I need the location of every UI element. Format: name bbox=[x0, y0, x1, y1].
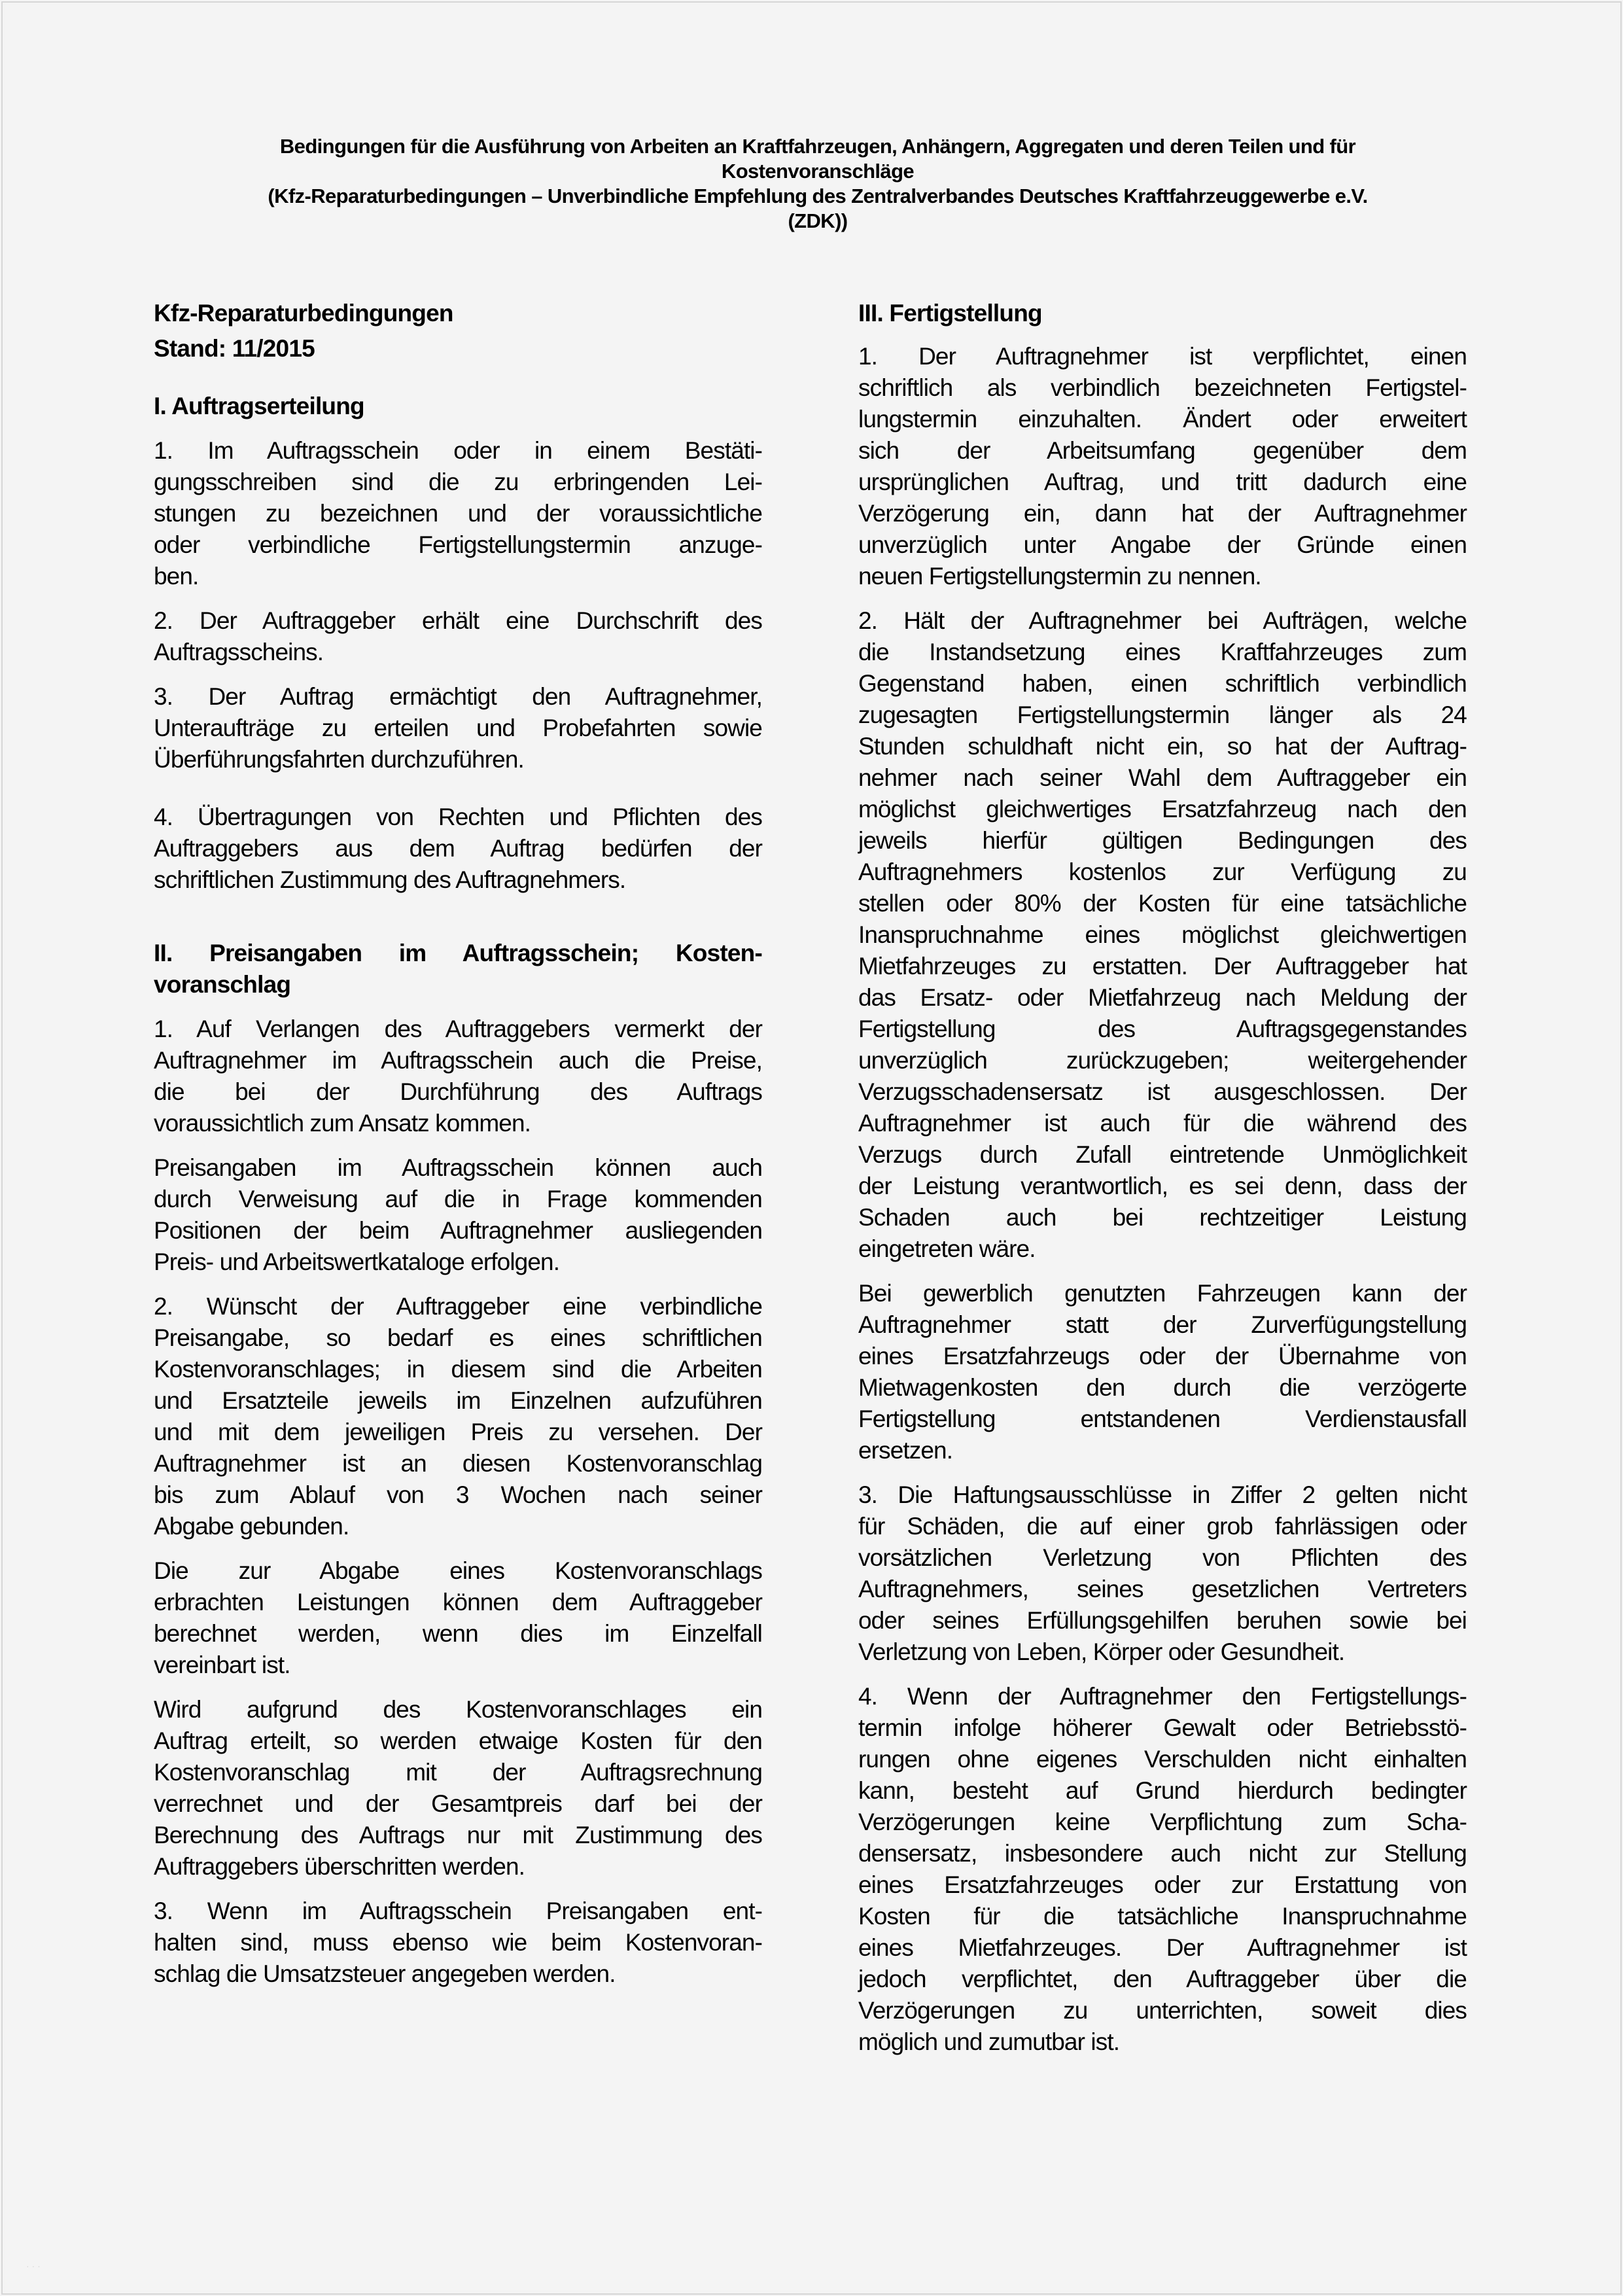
paragraph-line: rungen ohne eigenes Verschulden nicht einhalten bbox=[858, 1746, 1467, 1773]
paragraph-line: Preis- und Arbeitswertkataloge erfolgen. bbox=[154, 1248, 560, 1275]
paragraph-line: möglichst gleichwertiges Ersatzfahrzeug nach den bbox=[858, 796, 1467, 822]
paragraph-line: stungen zu bezeichnen und der voraussichtliche bbox=[154, 500, 762, 527]
paragraph-line: 1. Auf Verlangen des Auftraggebers vermerkt der bbox=[154, 1016, 762, 1042]
paragraph-line: Auftrag erteilt, so werden etwaige Kosten für den bbox=[154, 1727, 762, 1754]
paragraph-line: erbrachten Leistungen können dem Auftraggeber bbox=[154, 1589, 762, 1616]
paragraph-line: termin infolge höherer Gewalt oder Betriebsstö- bbox=[858, 1714, 1467, 1741]
paragraph-line: Überführungsfahrten durchzuführen. bbox=[154, 746, 524, 773]
paragraph-line: kann, besteht auf Grund hierdurch bedingter bbox=[858, 1777, 1467, 1804]
paragraph-line: durch Verweisung auf die in Frage kommenden bbox=[154, 1186, 762, 1212]
paragraph-line: 4. Wenn der Auftragnehmer den Fertigstellungs- bbox=[858, 1683, 1467, 1710]
paragraph-line: Mietfahrzeuges zu erstatten. Der Auftraggeber hat bbox=[858, 953, 1467, 980]
paragraph bbox=[154, 1152, 762, 1278]
paragraph-line: Abgabe gebunden. bbox=[154, 1513, 349, 1540]
paragraph-line: Die zur Abgabe eines Kostenvoranschlags bbox=[154, 1557, 762, 1584]
paragraph-line: schriftlichen Zustimmung des Auftragnehmers. bbox=[154, 866, 626, 893]
paragraph-line: halten sind, muss ebenso wie beim Kostenvoran- bbox=[154, 1929, 762, 1956]
paragraph-line: Kostenvoranschlag mit der Auftragsrechnung bbox=[154, 1759, 762, 1786]
paragraph-line: Schaden auch bei rechtzeitiger Leistung bbox=[858, 1204, 1467, 1231]
paragraph-line: möglich und zumutbar ist. bbox=[858, 2028, 1120, 2055]
paragraph bbox=[858, 1479, 1467, 1668]
paragraph-line: 2. Wünscht der Auftraggeber eine verbindliche bbox=[154, 1293, 762, 1320]
paragraph-line: Fertigstellung entstandenen Verdienstausfall bbox=[858, 1405, 1467, 1432]
paragraph bbox=[154, 435, 762, 592]
document-title bbox=[131, 134, 1505, 234]
paragraph-line: Berechnung des Auftrags nur mit Zustimmung des bbox=[154, 1822, 762, 1848]
paragraph-line: Gegenstand haben, einen schriftlich verbindlich bbox=[858, 670, 1467, 697]
paragraph-line: jedoch verpflichtet, den Auftraggeber über die bbox=[858, 1966, 1467, 1992]
paragraph-line: Preisangaben im Auftragsschein können auch bbox=[154, 1154, 762, 1181]
title-line: Bedingungen für die Ausführung von Arbeiten an Kraftfahrzeugen, Anhängern, Aggregaten und deren Teilen und für bbox=[279, 135, 1356, 158]
paragraph-line: densersatz, insbesondere auch nicht zur Stellung bbox=[858, 1840, 1467, 1867]
section-heading-line: voranschlag bbox=[154, 971, 291, 998]
paragraph-line: Kosten für die tatsächliche Inanspruchnahme bbox=[858, 1903, 1467, 1930]
paragraph-line: stellen oder 80% der Kosten für eine tatsächliche bbox=[858, 890, 1467, 917]
paragraph-line: eines Ersatzfahrzeuges oder zur Erstattung von bbox=[858, 1871, 1467, 1898]
paragraph-line: ersetzen. bbox=[858, 1437, 953, 1464]
paragraph bbox=[154, 1896, 762, 1990]
paragraph-line: Auftragnehmers, seines gesetzlichen Vertreters bbox=[858, 1576, 1467, 1602]
paragraph bbox=[154, 1291, 762, 1542]
paragraph bbox=[858, 341, 1467, 592]
title-line: (ZDK)) bbox=[788, 209, 848, 232]
paragraph-line: Auftragnehmer ist auch für die während des bbox=[858, 1110, 1467, 1137]
paragraph bbox=[858, 605, 1467, 1265]
paragraph-line: Wird aufgrund des Kostenvoranschlages ein bbox=[154, 1696, 762, 1723]
paragraph-line: lungstermin einzuhalten. Ändert oder erweitert bbox=[858, 406, 1467, 433]
paragraph-line: Bei gewerblich genutzten Fahrzeugen kann der bbox=[858, 1280, 1467, 1307]
doc-name: Kfz-Reparaturbedingungen bbox=[154, 300, 453, 327]
paragraph-line: die Instandsetzung eines Kraftfahrzeuges zum bbox=[858, 639, 1467, 665]
paragraph-line: Verzögerung ein, dann hat der Auftragnehmer bbox=[858, 500, 1467, 527]
paragraph bbox=[154, 1014, 762, 1139]
paragraph-line: Verzugsschadensersatz ist ausgeschlossen. Der bbox=[858, 1078, 1467, 1105]
paragraph-line: Kostenvoranschlages; in diesem sind die Arbeiten bbox=[154, 1356, 762, 1383]
doc-name-heading bbox=[154, 298, 762, 364]
paragraph-line: Auftragnehmer ist an diesen Kostenvoranschlag bbox=[154, 1450, 762, 1477]
paragraph-line: Stunden schuldhaft nicht ein, so hat der Auftrag- bbox=[858, 733, 1467, 760]
paragraph-line: die bei der Durchführung des Auftrags bbox=[154, 1078, 762, 1105]
paragraph-line: eines Mietfahrzeuges. Der Auftragnehmer ist bbox=[858, 1934, 1467, 1961]
paragraph-line: Inanspruchnahme eines möglichst gleichwertigen bbox=[858, 921, 1467, 948]
paragraph-line: Auftraggebers überschritten werden. bbox=[154, 1853, 525, 1880]
section-heading-line: I. Auftragserteilung bbox=[154, 393, 364, 419]
section-auftragserteilung bbox=[154, 391, 762, 896]
paragraph-line: bis zum Ablauf von 3 Wochen nach seiner bbox=[154, 1481, 762, 1508]
paragraph-line: Verzögerungen zu unterrichten, soweit dies bbox=[858, 1997, 1467, 2024]
title-line: Kostenvoranschläge bbox=[721, 160, 915, 183]
paragraph-line: Auftragnehmer statt der Zurverfügungstellung bbox=[858, 1311, 1467, 1338]
paragraph-line: Fertigstellung des Auftragsgegenstandes bbox=[858, 1016, 1467, 1042]
paragraph-line: und Ersatzteile jeweils im Einzelnen aufzuführen bbox=[154, 1387, 762, 1414]
paragraph-line: oder seines Erfüllungsgehilfen beruhen sowie bei bbox=[858, 1607, 1467, 1634]
paragraph-line: jeweils hierfür gültigen Bedingungen des bbox=[858, 827, 1467, 854]
paragraph-line: 2. Hält der Auftragnehmer bei Aufträgen, welche bbox=[858, 607, 1467, 634]
paragraph-line: berechnet werden, wenn dies im Einzelfall bbox=[154, 1620, 762, 1647]
section-heading-line: III. Fertigstellung bbox=[858, 300, 1042, 327]
paragraph-line: Mietwagenkosten den durch die verzögerte bbox=[858, 1374, 1467, 1401]
paragraph-line: für Schäden, die auf einer grob fahrlässigen oder bbox=[858, 1513, 1467, 1540]
paragraph bbox=[154, 605, 762, 668]
paragraph-line: schlag die Umsatzsteuer angegeben werden. bbox=[154, 1960, 616, 1987]
paragraph-line: ben. bbox=[154, 563, 199, 590]
watermark: · · · bbox=[26, 2261, 41, 2271]
paragraph-line: 4. Übertragungen von Rechten und Pflichten des bbox=[154, 804, 762, 830]
section-heading bbox=[154, 391, 762, 422]
section-heading-line: II. Preisangaben im Auftragsschein; Kosten- bbox=[154, 940, 762, 966]
paragraph-line: 1. Im Auftragsschein oder in einem Bestäti- bbox=[154, 437, 762, 464]
section-preisangaben bbox=[154, 938, 762, 1990]
paragraph-line: 3. Wenn im Auftragsschein Preisangaben ent- bbox=[154, 1898, 762, 1924]
paragraph-line: oder verbindliche Fertigstellungstermin anzuge- bbox=[154, 531, 762, 558]
paragraph bbox=[154, 1694, 762, 1882]
paragraph-line: Preisangabe, so bedarf es eines schriftlichen bbox=[154, 1324, 762, 1351]
paragraph-line: zugesagten Fertigstellungstermin länger als 24 bbox=[858, 701, 1467, 728]
paragraph-line: neuen Fertigstellungstermin zu nennen. bbox=[858, 563, 1261, 590]
paragraph-line: 1. Der Auftragnehmer ist verpflichtet, einen bbox=[858, 343, 1467, 370]
paragraph-line: voraussichtlich zum Ansatz kommen. bbox=[154, 1110, 531, 1137]
paragraph-line: sich der Arbeitsumfang gegenüber dem bbox=[858, 437, 1467, 464]
paragraph-line: vereinbart ist. bbox=[154, 1651, 290, 1678]
paragraph-line: das Ersatz- oder Mietfahrzeug nach Meldung der bbox=[858, 984, 1467, 1011]
title-line: (Kfz-Reparaturbedingungen – Unverbindliche Empfehlung des Zentralverbandes Deutsches Kraftfahrzeuggewerbe e.V. bbox=[268, 185, 1368, 207]
paragraph-line: Positionen der beim Auftragnehmer ausliegenden bbox=[154, 1217, 762, 1244]
paragraph-line: unverzüglich zurückzugeben; weitergehender bbox=[858, 1047, 1467, 1074]
paragraph bbox=[154, 1555, 762, 1681]
paragraph-line: nehmer nach seiner Wahl dem Auftraggeber ein bbox=[858, 764, 1467, 791]
paragraph bbox=[858, 1278, 1467, 1466]
left-column bbox=[154, 298, 762, 1990]
paragraph bbox=[154, 802, 762, 896]
paragraph-line: verrechnet und der Gesamtpreis darf bei der bbox=[154, 1790, 762, 1817]
paragraph bbox=[154, 681, 762, 775]
paragraph-line: der Leistung verantwortlich, es sei denn, dass der bbox=[858, 1173, 1467, 1199]
paragraph-line: schriftlich als verbindlich bezeichneten Fertigstel- bbox=[858, 374, 1467, 401]
right-column bbox=[858, 298, 1467, 2058]
paragraph-line: 3. Die Haftungsausschlüsse in Ziffer 2 gelten nicht bbox=[858, 1481, 1467, 1508]
paragraph-line: Auftragsscheins. bbox=[154, 639, 324, 665]
paragraph-line: vorsätzlichen Verletzung von Pflichten des bbox=[858, 1544, 1467, 1571]
doc-version: Stand: 11/2015 bbox=[154, 335, 315, 362]
paragraph bbox=[858, 1681, 1467, 2058]
paragraph-line: unverzüglich unter Angabe der Gründe einen bbox=[858, 531, 1467, 558]
paragraph-line: eines Ersatzfahrzeugs oder der Übernahme von bbox=[858, 1343, 1467, 1369]
paragraph-line: und mit dem jeweiligen Preis zu versehen. Der bbox=[154, 1419, 762, 1445]
paragraph-line: 2. Der Auftraggeber erhält eine Durchschrift des bbox=[154, 607, 762, 634]
section-heading bbox=[858, 298, 1467, 329]
paragraph-line: 3. Der Auftrag ermächtigt den Auftragnehmer, bbox=[154, 683, 762, 710]
paragraph-line: ursprünglichen Auftrag, und tritt dadurch eine bbox=[858, 468, 1467, 495]
paragraph-line: Auftragnehmers kostenlos zur Verfügung zu bbox=[858, 858, 1467, 885]
paragraph-line: Auftragnehmer im Auftragsschein auch die Preise, bbox=[154, 1047, 762, 1074]
section-heading bbox=[154, 938, 762, 1000]
paragraph-line: gungsschreiben sind die zu erbringenden Lei- bbox=[154, 468, 762, 495]
paragraph-line: Verletzung von Leben, Körper oder Gesundheit. bbox=[858, 1638, 1345, 1665]
paragraph-line: Verzugs durch Zufall eintretende Unmöglichkeit bbox=[858, 1141, 1467, 1168]
paragraph-line: Unteraufträge zu erteilen und Probefahrten sowie bbox=[154, 715, 762, 741]
paragraph-line: eingetreten wäre. bbox=[858, 1235, 1036, 1262]
section-fertigstellung bbox=[858, 298, 1467, 2058]
paragraph-line: Auftraggebers aus dem Auftrag bedürfen der bbox=[154, 835, 762, 862]
paragraph-line: Verzögerungen keine Verpflichtung zum Scha- bbox=[858, 1809, 1467, 1835]
